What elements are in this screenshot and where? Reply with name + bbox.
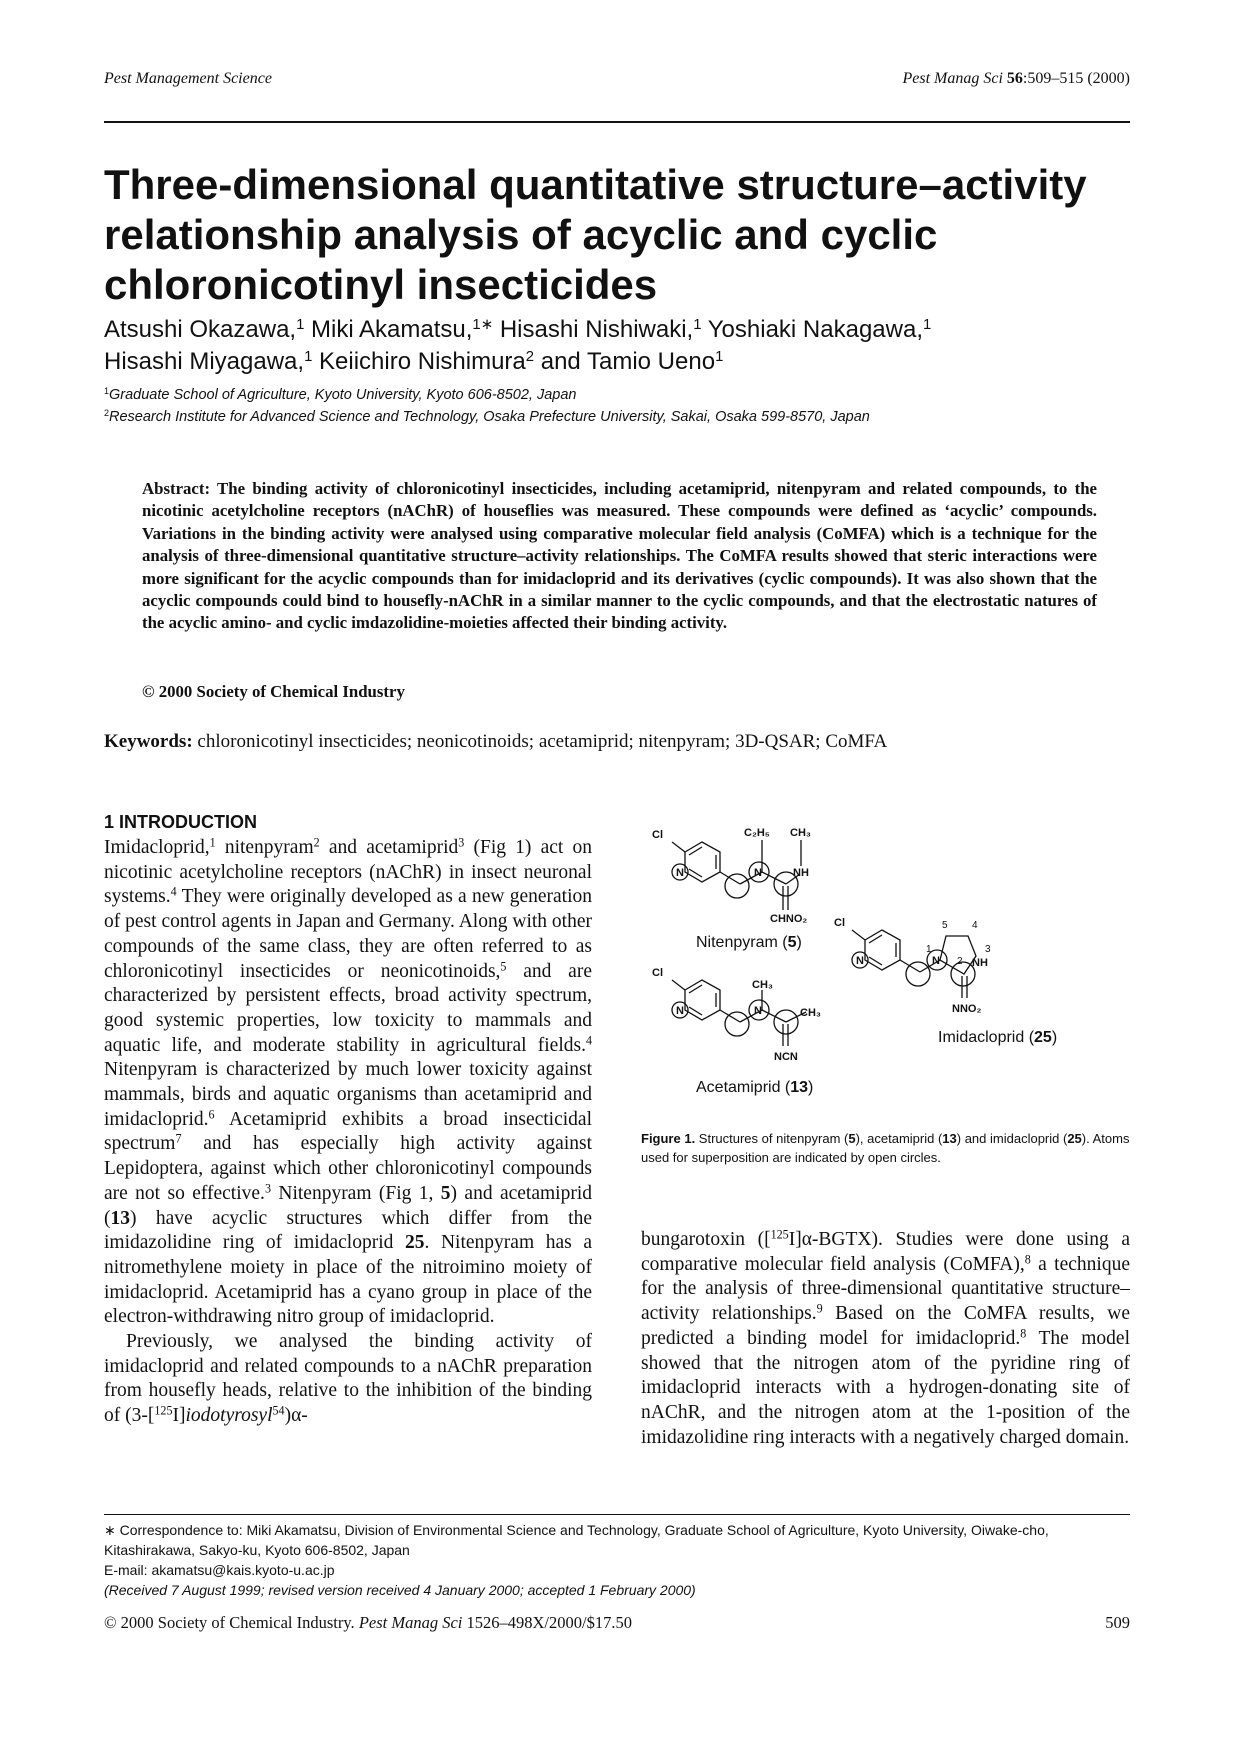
superposition-circle	[725, 874, 749, 898]
atom-label: NH	[972, 957, 988, 969]
label-acetamiprid: Acetamiprid (13)	[696, 1079, 814, 1096]
atom-label: NCN	[774, 1051, 798, 1063]
correspondence-address: ∗ Correspondence to: Miki Akamatsu, Division of Environmental Science and Technology, Graduate School of Agriculture, Kyoto University, Oiwake-cho, Kitashirakawa, Sakyo-ku, Kyoto 606-8502, Japan	[104, 1522, 1049, 1558]
atom-label: CH₃	[752, 979, 773, 991]
ring-number: 3	[985, 944, 991, 955]
footnote-rule	[104, 1514, 1130, 1515]
footer-copyright: © 2000 Society of Chemical Industry. Pest Manag Sci 1526–498X/2000/$17.50	[104, 1613, 632, 1632]
atom-label: N	[754, 1005, 762, 1017]
keywords-text: chloronicotinyl insecticides; neonicotinoids; acetamiprid; nitenpyram; 3D-QSAR; CoMFA	[197, 731, 888, 752]
atom-label: Cl	[834, 917, 845, 929]
page-number: 509	[1105, 1613, 1130, 1632]
ring-number: 1	[926, 944, 932, 955]
ring-number: 4	[972, 920, 978, 931]
superposition-circle	[906, 962, 930, 986]
atom-label: N	[856, 955, 864, 967]
author-line-1: Atsushi Okazawa,$^1$ Miki Akamatsu,$^{1∗}$ Hisashi Nishiwaki,$^1$ Yoshiaki Nakagawa,$^1$	[104, 316, 932, 343]
intro-paragraph-2: Previously, we analysed the binding activity of imidacloprid and related compounds to a nAChR preparation from housefly heads, relative to the inhibition of the binding of (3-[$^{125}$I]iodotyrosyl$^{54}$)α-	[104, 1331, 592, 1427]
atom-label: N	[754, 867, 762, 879]
correspondence-email: E-mail: akamatsu@kais.kyoto-u.ac.jp	[104, 1562, 335, 1578]
atom-label: N	[932, 955, 940, 967]
intro-paragraph-1: Imidacloprid,$^1$ nitenpyram$^2$ and acetamiprid$^3$ (Fig 1) act on nicotinic acetylcholine receptors (nAChR) in insect neuronal systems.$^4$ They were originally developed as a new generation of pest control agents in Japan and Germany. Along with other compounds of the same class, they are often referred to as chloronicotinyl insecticides or neonicotinoids,$^5$ and are characterized by persistent effects, broad activity spectrum, good systemic properties, low toxicity to mammals and aquatic life, and moderate stability in agricultural fields.$^4$ Nitenpyram is characterized by much lower toxicity against mammals, birds and aquatic organisms than acetamiprid and imidacloprid.$^6$ Acetamiprid exhibits a broad insecticidal spectrum$^7$ and has especially high activity against Lepidoptera, against which other chloronicotinyl compounds are not so effective.$^3$ Nitenpyram (Fig 1, 5) and acetamiprid (13) have acyclic structures which differ from the imidazolidine ring of imidacloprid 25. Nitenpyram has a nitromethylene moiety in place of the nitroimino moiety of imidacloprid. Acetamiprid has a cyano group in place of the electron-withdrawing nitro group of imidacloprid.	[104, 835, 592, 1328]
atom-label: CH₃	[790, 827, 811, 839]
citation: Pest Manag Sci 56:509–515 (2000)	[902, 70, 1130, 87]
keywords-label: Keywords:	[104, 731, 193, 752]
abstract-copyright: © 2000 Society of Chemical Industry	[142, 682, 405, 701]
article-title: Three-dimensional quantitative structure–activity relationship analysis of acyclic and cyclic chloronicotinyl insecticides	[104, 161, 1087, 308]
keywords	[104, 731, 1144, 753]
correspondence-footnote	[104, 1520, 1134, 1600]
atom-label: Cl	[652, 967, 663, 979]
section-heading-introduction: 1 INTRODUCTION	[104, 812, 257, 832]
label-nitenpyram: Nitenpyram (5)	[696, 934, 802, 951]
atom-label: NNO₂	[952, 1003, 982, 1015]
atom-label: C₂H₅	[744, 827, 770, 839]
running-head	[104, 70, 1130, 94]
intro-paragraph-2-continued: bungarotoxin ([$^{125}$I]α-BGTX). Studies were done using a comparative molecular field analysis (CoMFA),$^8$ a technique for the analysis of three-dimensional quantitative structure–activity relationships.$^9$ Based on the CoMFA results, we predicted a binding model for imidacloprid.$^8$ The model showed that the nitrogen atom of the pyridine ring of imidacloprid interacts with a hydrogen-donating site of nAChR, and the nitrogen atom at the 1-position of the imidazolidine ring interacts with a negatively charged domain.	[641, 1227, 1130, 1448]
abstract: Abstract: The binding activity of chloronicotinyl insecticides, including acetamiprid, nitenpyram and related compounds, to the nicotinic acetylcholine receptors (nAChR) of houseflies was measured. These compounds were defined as ‘acyclic’ compounds. Variations in the binding activity were analysed using comparative molecular field analysis (CoMFA) which is a technique for the analysis of three-dimensional quantitative structure–activity relationships. The CoMFA results showed that steric interactions were more significant for the acyclic compounds than for imidacloprid and its derivatives (cyclic compounds). It was also shown that the acyclic compounds could bind to housefly-nAChR in a similar manner to the cyclic compounds, and that the electrostatic natures of the acyclic amino- and cyclic imdazolidine-moieties affected their binding activity.	[142, 479, 1097, 633]
atom-label: N	[676, 1005, 684, 1017]
figure-1-caption: Figure 1. Structures of nitenpyram (5), acetamiprid (13) and imidacloprid (25). Atoms used for superposition are indicated by open circles.	[641, 1131, 1130, 1165]
received-dates: (Received 7 August 1999; revised version received 4 January 2000; accepted 1 February 2000)	[104, 1582, 696, 1598]
ring-number: 5	[942, 920, 948, 931]
label-imidacloprid: Imidacloprid (25)	[938, 1029, 1058, 1046]
left-column	[104, 836, 592, 1429]
ring-number: 2	[957, 956, 963, 967]
acetamiprid-structure	[672, 980, 806, 1046]
figure-1-structures	[640, 802, 1130, 1102]
affiliation-1: $^1$Graduate School of Agriculture, Kyoto University, Kyoto 606-8502, Japan	[104, 386, 577, 403]
journal-name: Pest Management Science	[104, 70, 272, 87]
atom-label: CH₃	[800, 1007, 821, 1019]
page-footer	[104, 1613, 1130, 1633]
nitenpyram-structure	[672, 840, 801, 910]
atom-label: N	[676, 867, 684, 879]
atom-label: CHNO₂	[770, 913, 808, 925]
header-rule	[104, 121, 1130, 123]
author-list	[104, 314, 1144, 378]
atom-label: NH	[793, 867, 809, 879]
author-line-2: Hisashi Miyagawa,$^1$ Keiichiro Nishimura$^2$ and Tamio Ueno$^1$	[104, 348, 724, 375]
affiliation-2: $^2$Research Institute for Advanced Science and Technology, Osaka Prefecture University, Sakai, Osaka 599-8570, Japan	[104, 408, 870, 425]
right-column	[641, 1228, 1130, 1450]
affiliations	[104, 384, 1144, 428]
superposition-circle	[725, 1012, 749, 1036]
atom-label: Cl	[652, 829, 663, 841]
